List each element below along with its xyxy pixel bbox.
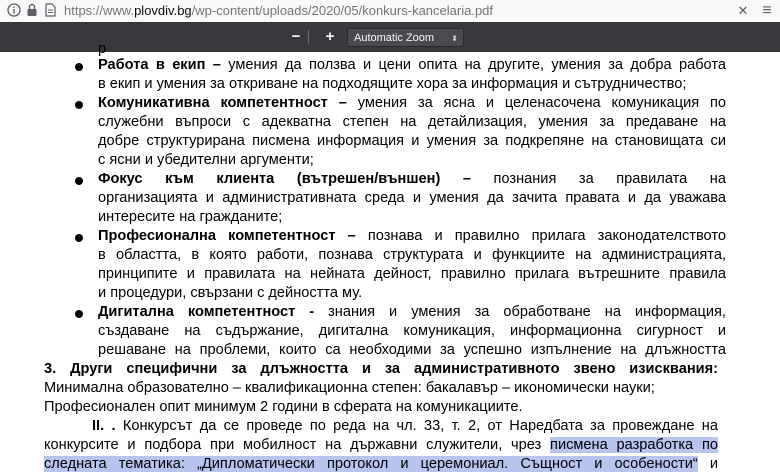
menu-icon[interactable]: ≡	[762, 2, 772, 19]
paragraph-label: II. .	[92, 418, 116, 434]
zoom-select-label: Automatic Zoom	[354, 32, 435, 44]
list-item-line: в областта, в която работи, познава структурата и функциите на администрацията,	[98, 247, 726, 263]
browser-url-bar	[0, 0, 780, 23]
bullet	[75, 101, 83, 109]
bullet	[75, 310, 83, 318]
close-icon[interactable]: ✕	[737, 3, 749, 18]
list-item-title: Дигитална компетентност -	[98, 304, 315, 320]
list-item-title: Комуникативна компетентност –	[98, 95, 347, 111]
requirement-line: Професионален опит минимум 2 години в сферата на комуникациите.	[44, 399, 523, 415]
cut-off-text: р	[98, 41, 107, 57]
url-text[interactable]	[64, 3, 493, 19]
list-item-line: създаване на съдържание, дигитална комуникация, информационна сигурност и	[98, 323, 726, 339]
bullet	[75, 177, 83, 185]
list-item-line: принципите и правилата на нейната дейност, правилно прилага вътрешните правила	[98, 266, 726, 282]
list-item-text: умения за ясна и целенасочена комуникация по	[357, 95, 726, 111]
bullet	[75, 234, 83, 242]
list-item-line: с ясни и убедителни аргументи;	[98, 152, 314, 168]
list-item-line	[98, 56, 726, 75]
toolbar-separator	[308, 30, 309, 44]
list-item-line	[98, 227, 726, 246]
url-prefix: https://www.	[64, 3, 135, 18]
list-item-text: познава и правилно прилага законодателството	[367, 228, 726, 244]
chevron-updown-icon: ⬍	[451, 34, 458, 43]
paragraph-line	[44, 436, 718, 455]
list-item-text: познания за правилата на	[493, 171, 726, 187]
paragraph-text: конкурсите и подбора при мобилност на държавни служители, чрез	[44, 437, 542, 453]
list-item-line: служебни въпроси с адекватна степен на детайлизация, умения за предаване на	[98, 114, 726, 130]
list-item-line	[98, 170, 726, 189]
list-item-text: умения да ползва и цени опита на другите, умения за добра работа	[228, 57, 726, 73]
list-item-title: Професионална компетентност –	[98, 228, 356, 244]
list-item-line: и процедури, свързани с дейността му.	[98, 285, 363, 301]
list-item-text: знания и умения за обработване на информация,	[328, 304, 726, 320]
zoom-in-button[interactable]: +	[325, 28, 335, 45]
paragraph-line	[44, 455, 718, 474]
list-item-line	[98, 303, 726, 322]
list-item-title: Работа в екип –	[98, 57, 221, 73]
list-item-line: добре структурирана писмена информация и умения за подкрепяне на становищата си	[98, 133, 726, 149]
paragraph-line	[92, 417, 718, 436]
highlighted-text[interactable]: следната тематика: „Дипломатически протокол и церемониал. Същност и особености“	[44, 456, 698, 472]
bullet	[75, 63, 83, 71]
highlighted-text[interactable]: писмена разработка по	[550, 437, 718, 453]
requirement-line: Минимална образователно – квалификационна степен: бакалавър – икономически науки;	[44, 380, 655, 396]
url-domain: plovdiv.bg	[134, 3, 192, 18]
list-item-line: решаване на проблеми, които са необходими за успешно изпълнение на длъжността	[98, 342, 726, 358]
lock-icon[interactable]	[24, 3, 40, 19]
section-heading: 3. Други специфични за длъжността и за административното звено изисквания:	[44, 361, 718, 377]
zoom-select[interactable]	[347, 28, 464, 47]
list-item-title: Фокус към клиента (вътрешен/външен) –	[98, 171, 471, 187]
pdf-page	[0, 41, 780, 472]
paragraph-text: Конкурсът да се проведе по реда на чл. 33, т. 2, от Наредбата за провеждане на	[122, 418, 718, 434]
paragraph-text: и	[709, 456, 718, 472]
pdf-toolbar	[0, 22, 780, 52]
list-item-line: организацията и административната среда и умения да зачита правата и да уважава	[98, 190, 726, 206]
info-icon[interactable]	[6, 3, 22, 19]
list-item-line: в екип и умения за откриване на подходящите хора за информация и сътрудничество;	[98, 76, 687, 92]
list-item-line: интересите на гражданите;	[98, 209, 283, 225]
list-item-line	[98, 94, 726, 113]
url-path: /wp-content/uploads/2020/05/konkurs-kancelaria.pdf	[191, 3, 494, 18]
zoom-out-button[interactable]: −	[291, 28, 301, 45]
document-icon	[42, 3, 58, 19]
